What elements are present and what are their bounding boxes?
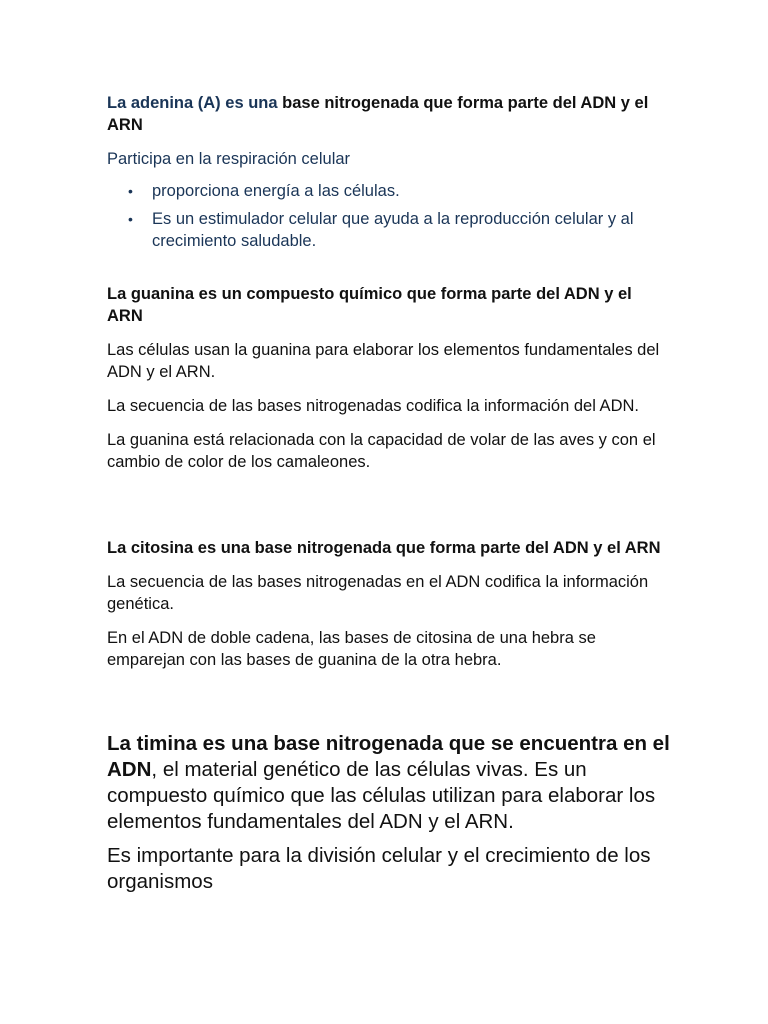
list-item-text: Es un estimulador celular que ayuda a la reproducción celular y al crecimiento saludable. — [152, 210, 634, 250]
guanina-paragraph: Las células usan la guanina para elaborar los elementos fundamentales del ADN y el ARN. — [107, 341, 660, 381]
section-adenina — [107, 92, 667, 258]
timina-paragraph: Es importante para la división celular y el crecimiento de los organismos — [107, 844, 651, 893]
adenina-subtitle: Participa en la respiración celular — [107, 150, 351, 168]
section-guanina — [107, 283, 667, 473]
adenina-heading — [107, 92, 667, 136]
timina-heading — [107, 731, 677, 835]
citosina-paragraph: La secuencia de las bases nitrogenadas en el ADN codifica la información genética. — [107, 573, 649, 613]
list-item — [107, 208, 667, 252]
guanina-heading: La guanina es un compuesto químico que forma parte del ADN y el ARN — [107, 285, 632, 325]
adenina-heading-rest: base nitrogenada que forma parte del ADN y el ARN — [107, 94, 649, 134]
list-item — [107, 180, 667, 202]
section-timina — [107, 731, 677, 895]
citosina-heading: La citosina es una base nitrogenada que forma parte del ADN y el ARN — [107, 539, 661, 557]
citosina-paragraph: En el ADN de doble cadena, las bases de citosina de una hebra se emparejan con las bases de guanina de la otra hebra. — [107, 629, 596, 669]
list-item-text: proporciona energía a las células. — [152, 182, 400, 200]
section-citosina — [107, 537, 667, 671]
bullet-icon: • — [128, 183, 133, 199]
guanina-paragraph: La guanina está relacionada con la capacidad de volar de las aves y con el cambio de color de los camaleones. — [107, 431, 656, 471]
adenina-heading-highlight: La adenina (A) es una — [107, 94, 278, 112]
timina-heading-rest: , el material genético de las células vivas. Es un compuesto químico que las células utilizan para elaborar los elementos fundamentales del ADN y el ARN. — [107, 758, 656, 833]
bullet-icon: • — [128, 211, 133, 227]
timina-heading-bold: La timina es una base nitrogenada que se encuentra en el ADN — [107, 732, 670, 781]
adenina-bullet-list — [107, 180, 667, 252]
guanina-paragraph: La secuencia de las bases nitrogenadas codifica la información del ADN. — [107, 397, 639, 415]
